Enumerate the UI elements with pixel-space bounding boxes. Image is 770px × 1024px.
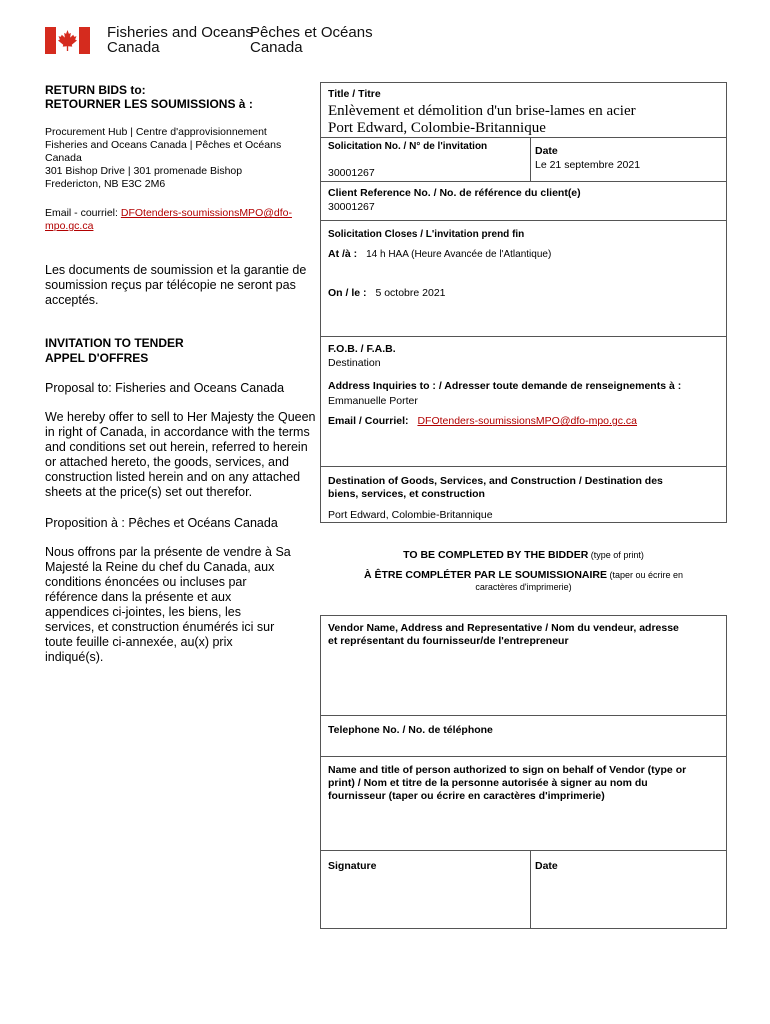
bidder-en-note: (type of print) xyxy=(588,550,644,560)
dept-en-line2: Canada xyxy=(107,39,160,56)
fob-value: Destination xyxy=(328,357,381,369)
tender-title xyxy=(328,103,636,137)
telephone-field[interactable]: Telephone No. / No. de téléphone xyxy=(328,724,493,736)
return-address xyxy=(45,126,281,191)
destination-value: Port Edward, Colombie-Britannique xyxy=(328,509,493,521)
offer-line: référence dans la présente et aux xyxy=(45,590,232,604)
itt-en: INVITATION TO TENDER xyxy=(45,336,184,350)
dept-fr-line2: Canada xyxy=(250,39,303,56)
title-label: Title / Titre xyxy=(328,88,381,100)
itt-heading xyxy=(45,336,184,366)
vendor-name-field[interactable] xyxy=(328,622,679,648)
offer-line: toute feuille ci-annexée, au(x) prix xyxy=(45,635,233,649)
vendor-label-line: Vendor Name, Address and Representative / Nom du vendeur, adresse xyxy=(328,622,679,634)
return-bids-en: RETURN BIDS to: xyxy=(45,83,146,97)
bidder-en: TO BE COMPLETED BY THE BIDDER xyxy=(403,549,589,561)
offer-line: appendices ci-jointes, les biens, les xyxy=(45,605,241,619)
fob-label: F.O.B. / F.A.B. xyxy=(328,343,396,355)
inquiries-name: Emmanuelle Porter xyxy=(328,395,418,407)
date-value: Le 21 septembre 2021 xyxy=(535,159,641,171)
offer-line: services, et construction énumérés ici sur xyxy=(45,620,275,634)
at-label: At /à : xyxy=(328,248,358,260)
closing-time xyxy=(328,248,551,261)
offer-fr xyxy=(45,545,291,665)
signature-date-field[interactable]: Date xyxy=(535,860,558,872)
address-line: Fisheries and Oceans Canada | Pêches et Océans xyxy=(45,139,282,151)
title-line: Enlèvement et démolition d'un brise-lames en acier xyxy=(328,103,636,119)
offer-line: conditions énoncées ou incluses par xyxy=(45,575,247,589)
bidder-fr-note-cont: caractères d'imprimerie) xyxy=(475,582,572,592)
fax-line: Les documents de soumission et la garantie de xyxy=(45,263,307,277)
client-ref-label: Client Reference No. / No. de référence du client(e) xyxy=(328,187,581,199)
on-label: On / le : xyxy=(328,287,367,299)
fax-line: acceptés. xyxy=(45,293,99,307)
bidder-fr-note: (taper ou écrire en xyxy=(607,570,684,580)
return-email xyxy=(45,207,315,233)
offer-line: Nous offrons par la présente de vendre à Sa xyxy=(45,545,291,559)
email-label: Email - courriel: xyxy=(45,207,121,219)
date-label: Date xyxy=(535,145,558,157)
auth-label-line: Name and title of person authorized to sign on behalf of Vendor (type or xyxy=(328,764,687,776)
return-bids-heading xyxy=(45,83,253,111)
inquiries-email-label: Email / Courriel: xyxy=(328,415,409,427)
on-value: 5 octobre 2021 xyxy=(375,287,446,299)
dept-fr-line1: Pêches et Océans xyxy=(250,24,373,41)
title-line: Port Edward, Colombie-Britannique xyxy=(328,120,546,136)
bidder-instructions xyxy=(320,548,727,593)
offer-line: We hereby offer to sell to Her Majesty the Queen xyxy=(45,410,316,424)
return-bids-fr: RETOURNER LES SOUMISSIONS à : xyxy=(45,97,253,111)
email-link-cont[interactable]: mpo.gc.ca xyxy=(45,220,94,232)
dept-name-fr xyxy=(250,25,373,55)
dept-en-line1: Fisheries and Oceans xyxy=(107,24,253,41)
offer-line: construction listed herein and on any attached xyxy=(45,470,301,484)
canada-flag-logo xyxy=(45,27,90,54)
signature-field[interactable]: Signature xyxy=(328,860,377,872)
offer-line: sheets at the price(s) set out therefor. xyxy=(45,485,253,499)
closing-date xyxy=(328,287,446,300)
fax-notice xyxy=(45,263,306,308)
solicitation-label: Solicitation No. / N° de l'invitation xyxy=(328,141,488,152)
destination-label xyxy=(328,475,663,501)
solicitation-number: 30001267 xyxy=(328,167,375,179)
bidder-fr: À ÊTRE COMPLÉTER PAR LE SOUMISSIONAIRE xyxy=(363,569,608,581)
offer-line: indiqué(s). xyxy=(45,650,104,664)
proposal-fr: Proposition à : Pêches et Océans Canada xyxy=(45,516,278,530)
dept-name-en xyxy=(107,25,253,55)
at-value: 14 h HAA (Heure Avancée de l'Atlantique) xyxy=(366,249,552,260)
offer-line: Majesté la Reine du chef du Canada, aux xyxy=(45,560,275,574)
offer-line: or attached hereto, the goods, services, and xyxy=(45,455,289,469)
authorized-person-field[interactable] xyxy=(328,764,686,803)
address-line: Fredericton, NB E3C 2M6 xyxy=(45,178,166,190)
address-line: 301 Bishop Drive | 301 promenade Bishop xyxy=(45,165,243,177)
auth-label-line: print) / Nom et titre de la personne autorisée à signer au nom du xyxy=(328,777,648,789)
offer-line: and conditions set out herein, referred to herein xyxy=(45,440,308,454)
maple-leaf-icon xyxy=(58,30,77,51)
proposal-en: Proposal to: Fisheries and Oceans Canada xyxy=(45,381,285,395)
auth-label-line: fournisseur (taper ou écrire en caractères d'imprimerie) xyxy=(328,790,605,802)
inquiries-email-link[interactable]: DFOtenders-soumissionsMPO@dfo-mpo.gc.ca xyxy=(417,415,638,427)
address-line: Procurement Hub | Centre d'approvisionnement xyxy=(45,126,267,138)
itt-fr: APPEL D'OFFRES xyxy=(45,351,149,365)
closes-label: Solicitation Closes / L'invitation prend fin xyxy=(328,229,525,240)
destination-label-line: biens, services, et construction xyxy=(328,488,485,500)
inquiries-email xyxy=(328,415,637,428)
offer-en xyxy=(45,410,316,500)
vendor-label-line: et représentant du fournisseur/de l'entrepreneur xyxy=(328,635,569,647)
fax-line: soumission reçus par télécopie ne seront pas xyxy=(45,278,296,292)
client-ref-number: 30001267 xyxy=(328,201,375,213)
address-line: Canada xyxy=(45,152,82,164)
email-link[interactable]: DFOtenders-soumissionsMPO@dfo- xyxy=(120,207,292,219)
inquiries-label: Address Inquiries to : / Adresser toute demande de renseignements à : xyxy=(328,380,682,392)
destination-label-line: Destination of Goods, Services, and Construction / Destination des xyxy=(328,475,663,487)
offer-line: in right of Canada, in accordance with the terms xyxy=(45,425,310,439)
